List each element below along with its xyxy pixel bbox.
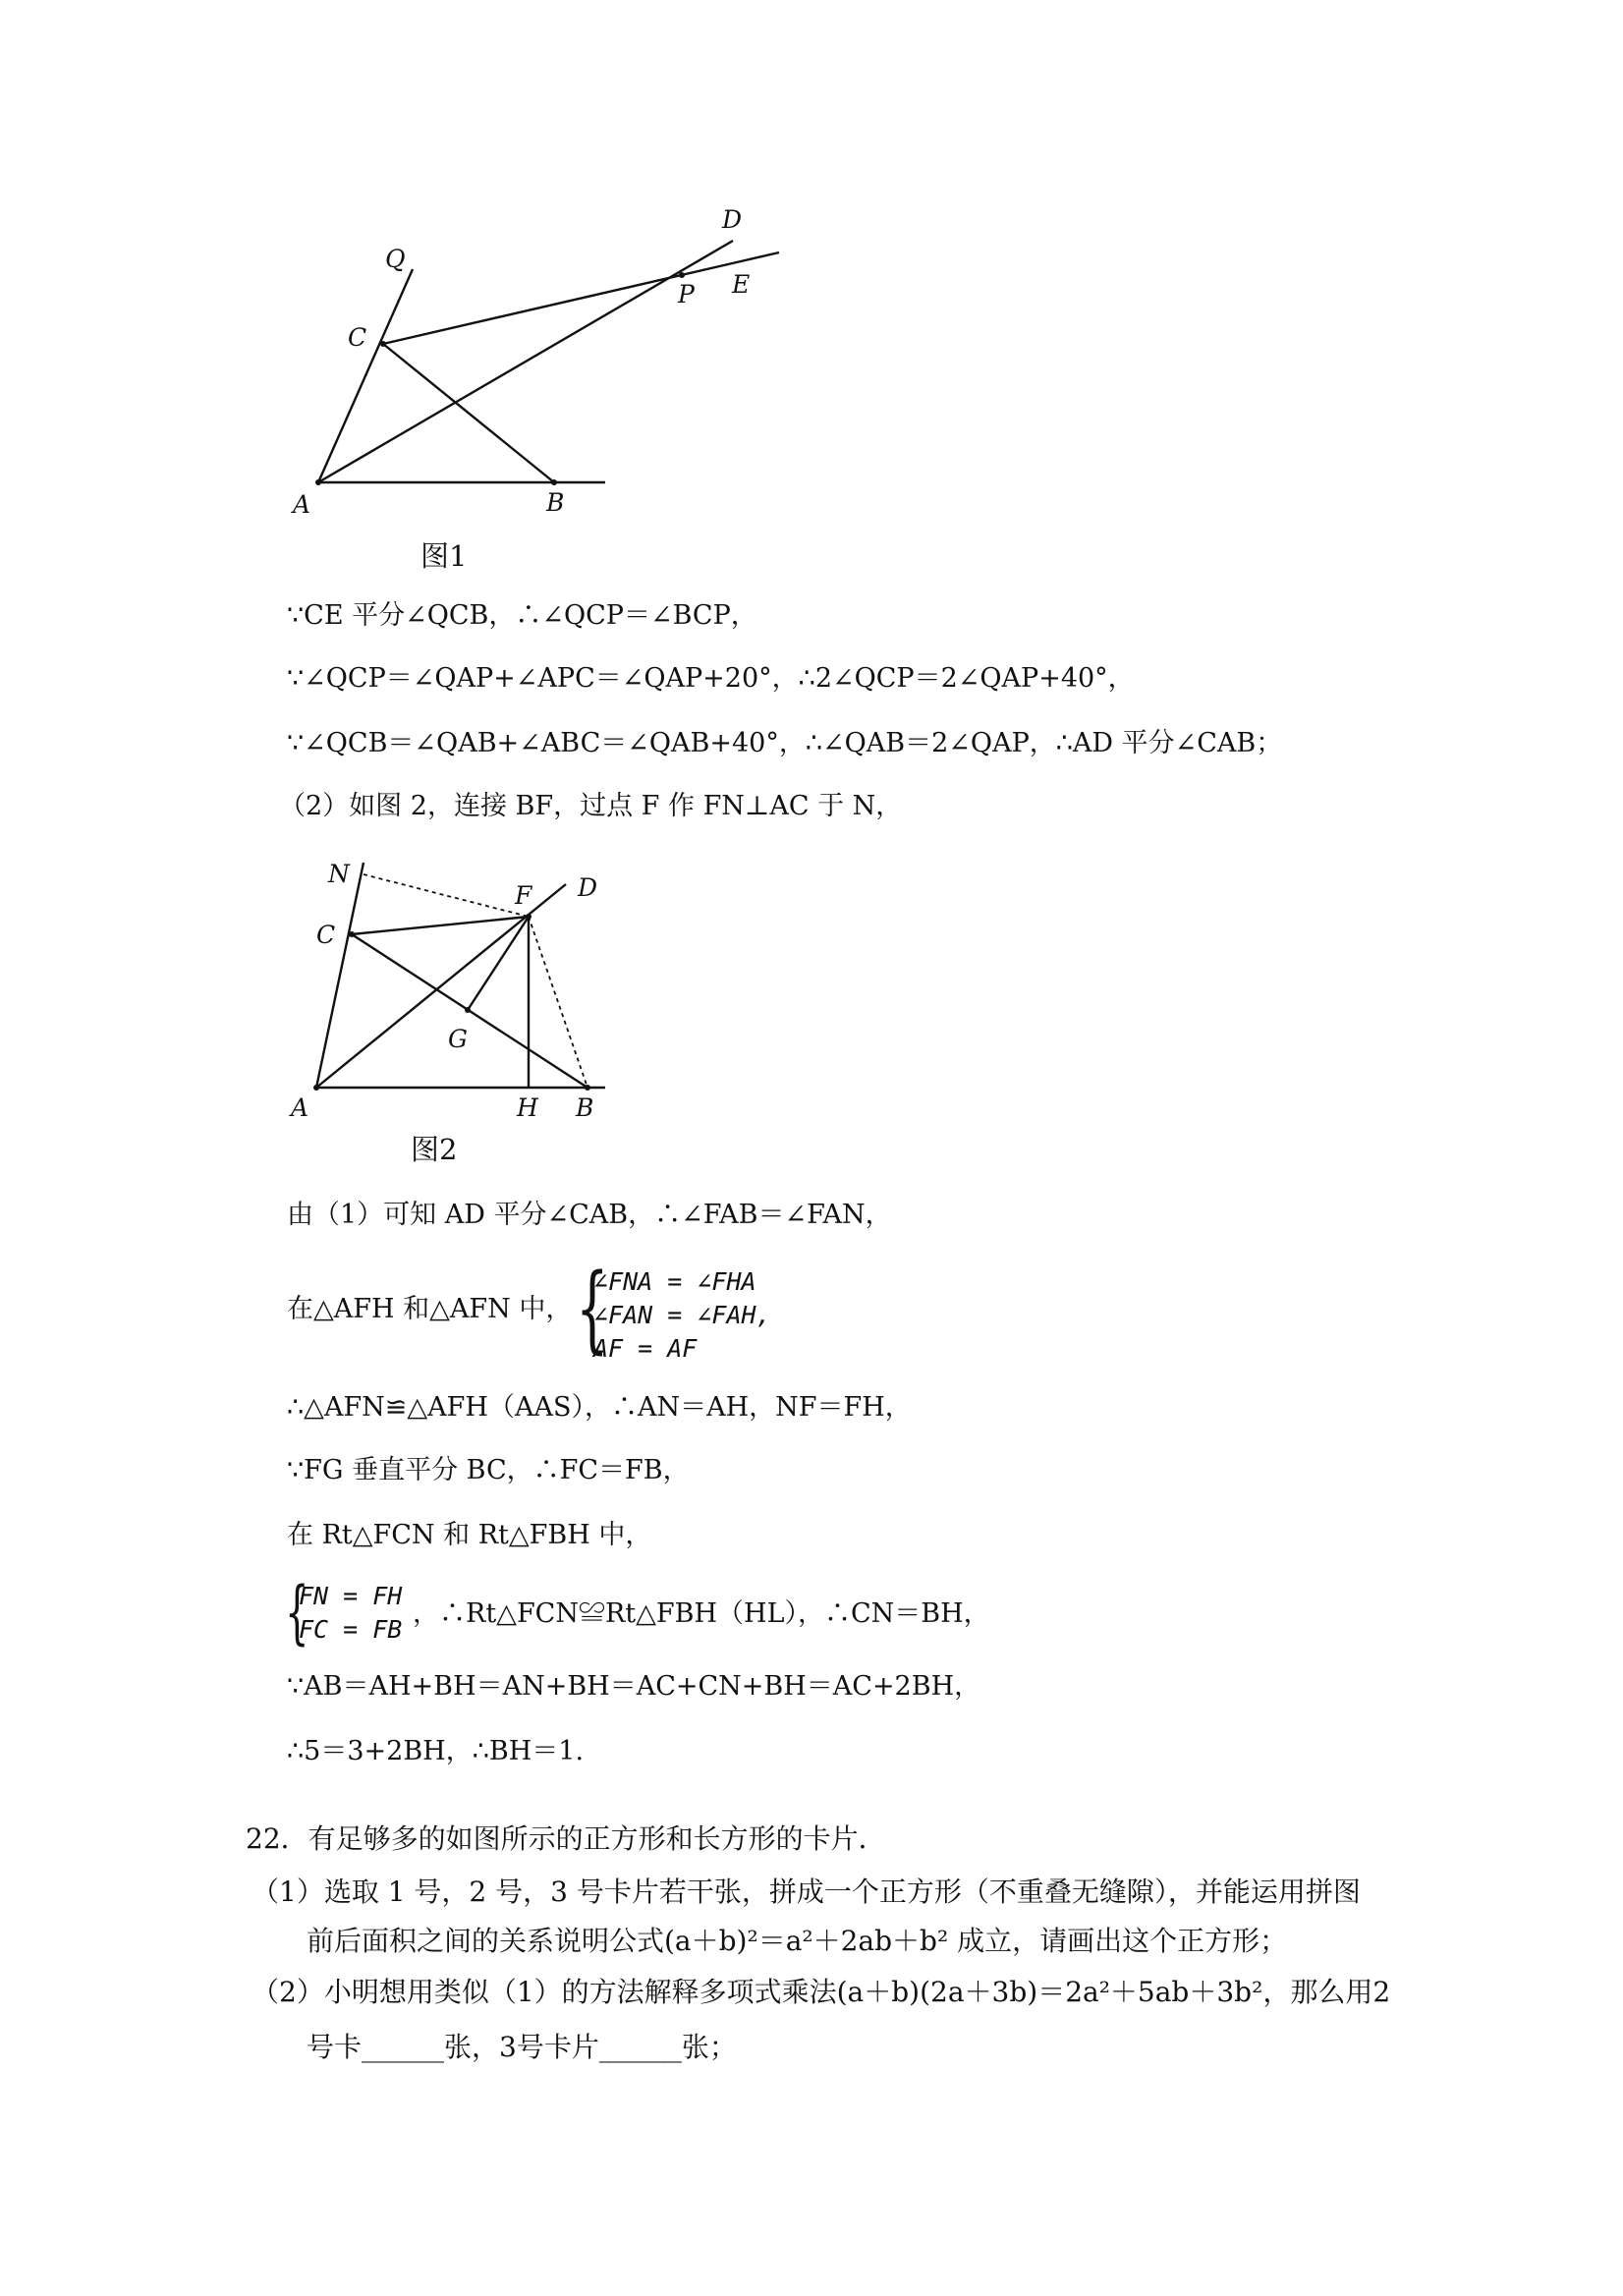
dashed-NF <box>364 874 529 917</box>
solution2-line-2: ∴△AFN≌△AFH（AAS），∴AN＝AH，NF＝FH， <box>287 1392 912 1423</box>
segment-CB <box>383 344 554 482</box>
point-P <box>679 272 685 278</box>
figure-1 <box>275 196 806 531</box>
point-A <box>313 1085 319 1091</box>
question-22-part2-line1: （2）小明想用类似（1）的方法解释多项式乘法(a＋b)(2a＋3b)＝2a²＋5ab＋3b²，那么用2 <box>252 1976 1391 2008</box>
solution2-line-1: 由（1）可知 AD 平分∠CAB，∴∠FAB＝∠FAN， <box>287 1200 892 1230</box>
label-F: F <box>515 881 532 910</box>
figure-2-diagram <box>275 845 629 1130</box>
point-F <box>526 914 532 920</box>
label-C: C <box>316 921 336 949</box>
system-1 <box>593 1265 771 1366</box>
label-D: D <box>578 873 598 902</box>
system-1-brace: { <box>576 1254 609 1364</box>
label-A: A <box>291 1093 309 1122</box>
segment-AD <box>318 241 733 482</box>
label-D: D <box>722 205 743 234</box>
point-B <box>551 479 557 485</box>
solution-line-4: （2）如图 2，连接 BF，过点 F 作 FN⊥AC 于 N， <box>279 791 903 821</box>
point-B <box>585 1085 590 1091</box>
label-E: E <box>732 270 751 299</box>
system-1-eq-3: AF = AF <box>593 1334 698 1363</box>
solution2-line-3: ∵FG 垂直平分 BC，∴FC＝FB， <box>287 1455 690 1485</box>
label-B: B <box>546 488 565 517</box>
label-H: H <box>517 1093 538 1122</box>
solution-line-1: ∵CE 平分∠QCB，∴∠QCP＝∠BCP， <box>287 600 757 631</box>
solution-line-3: ∵∠QCB＝∠QAB+∠ABC＝∠QAB+40°，∴∠QAB＝2∠QAP，∴AD 平分∠CAB； <box>287 728 1283 758</box>
point-A <box>315 479 321 485</box>
question-22-part1-line2: 前后面积之间的关系说明公式(a＋b)²＝a²＋2ab＋b² 成立，请画出这个正方形； <box>307 1925 1288 1957</box>
label-N: N <box>328 860 350 888</box>
point-C <box>349 931 355 937</box>
label-Q: Q <box>385 245 406 273</box>
system-2-brace: { <box>285 1572 309 1652</box>
congruence-intro: 在△AFH 和△AFN 中， <box>287 1294 573 1324</box>
system-2-eq-2: FC = FB <box>299 1615 403 1644</box>
label-B: B <box>576 1093 594 1122</box>
point-C <box>380 341 386 347</box>
solution2-line-4: 在 Rt△FCN 和 Rt△FBH 中， <box>287 1520 652 1550</box>
system-1-eq-1: ∠FNA = ∠FHA <box>593 1267 756 1296</box>
label-G: G <box>448 1025 468 1053</box>
label-C: C <box>348 323 367 352</box>
figure-2-caption: 图2 <box>411 1133 458 1166</box>
figure-1-diagram <box>275 196 806 531</box>
system-2-eq-1: FN = FH <box>299 1582 403 1610</box>
solution2-line-6: ∴5＝3+2BH，∴BH＝1. <box>287 1736 585 1766</box>
system-2 <box>299 1580 402 1647</box>
label-P: P <box>678 280 695 308</box>
question-22-stem: 22．有足够多的如图所示的正方形和长方形的卡片． <box>246 1822 886 1855</box>
figure-2 <box>275 845 629 1130</box>
question-22-part2-line2: 号卡______张，3号卡片______张； <box>307 2031 737 2063</box>
segment-FG <box>468 917 529 1010</box>
dashed-FB <box>529 917 588 1088</box>
question-22-part1-line1: （1）选取 1 号，2 号，3 号卡片若干张，拼成一个正方形（不重叠无缝隙），并能运用拼图 <box>252 1876 1361 1908</box>
solution-line-2: ∵∠QCP＝∠QAP+∠APC＝∠QAP+20°，∴2∠QCP＝2∠QAP+40°， <box>287 663 1135 694</box>
figure-1-caption: 图1 <box>420 539 468 573</box>
system-1-eq-2: ∠FAN = ∠FAH, <box>593 1301 771 1329</box>
segment-CF <box>352 917 529 934</box>
system-2-conclusion: ，∴Rt△FCN≌Rt△FBH（HL），∴CN＝BH， <box>413 1598 990 1629</box>
point-G <box>465 1007 471 1013</box>
solution2-line-5: ∵AB＝AH+BH＝AN+BH＝AC+CN+BH＝AC+2BH， <box>287 1671 981 1702</box>
segment-AQ <box>318 269 413 482</box>
label-A: A <box>293 490 311 519</box>
